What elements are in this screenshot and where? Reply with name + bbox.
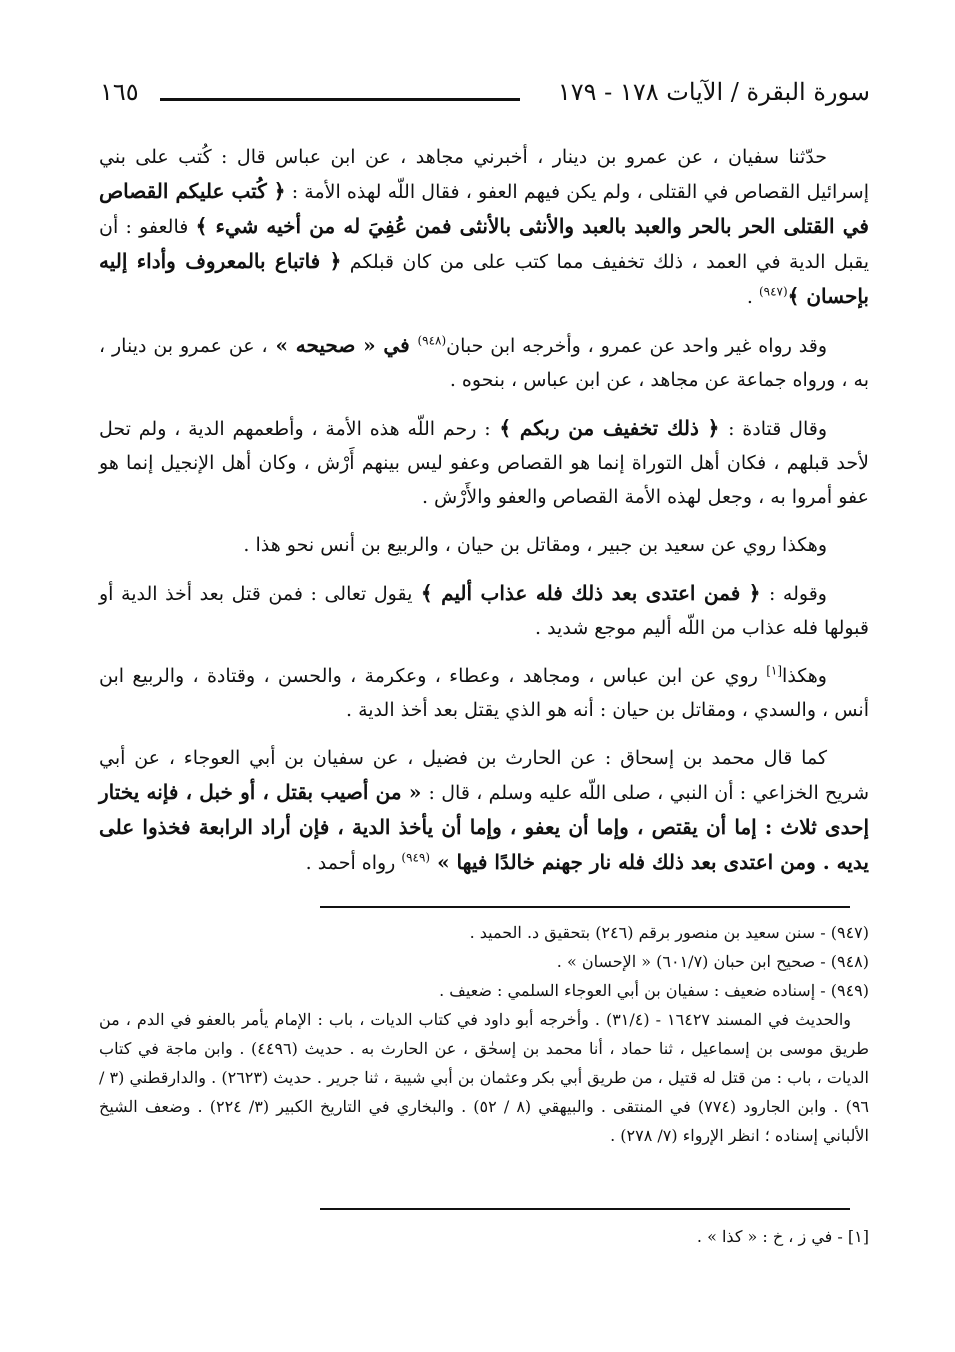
- paragraph-2: [99, 328, 869, 397]
- footnote-949: (٩٤٩) - إسناده ضعيف : سفيان بن أبي العوجاء السلمي : ضعيف .: [439, 981, 869, 1000]
- footnote-separator: [320, 906, 850, 908]
- text: ، عن عمرو بن دينار ، به ، ورواه جماعة عن مجاهد ، عن ابن عباس ، بنحوه .: [99, 335, 869, 391]
- quran-quote: ﴿ فمن اعتدى بعد ذلك فله عذاب أليم ﴾: [412, 581, 769, 605]
- footnote-ref: (٩٤٩): [401, 850, 431, 865]
- footnotes: [99, 918, 869, 1150]
- text: كما قال محمد بن إسحاق : عن الحارث بن فضيل ، عن سفيان بن أبي العوجاء ، عن أبي شريح الخزاعي : أن النبي ، صلى اللّه عليه وسلم ، قال :: [99, 747, 869, 804]
- text: وقال قتادة :: [728, 418, 828, 440]
- running-header: [100, 78, 870, 118]
- footnote-ref: (٩٤٧): [758, 284, 788, 299]
- quran-quote: ﴿ فاتباع بالمعروف وأداء إليه بإحسان ﴾: [99, 249, 869, 308]
- paragraph-4: [99, 528, 869, 562]
- footnote-ref: (٩٤٨): [417, 333, 447, 348]
- footnote-948: (٩٤٨) - صحيح ابن حبان (٦٠١/٧) « الإحسان » .: [556, 952, 869, 971]
- paragraph-3: [99, 411, 869, 514]
- main-text: [99, 140, 869, 894]
- paragraph-6: [99, 659, 869, 727]
- paragraph-1: [99, 140, 869, 314]
- margin-note-separator: [320, 1208, 850, 1210]
- margin-note-1: [١] - في ز ، خ : « كذا » .: [696, 1227, 869, 1246]
- footnote-947: (٩٤٧) - سنن سعيد بن منصور برقم (٢٤٦) بتحقيق د. الحميد .: [469, 923, 869, 942]
- quran-quote: ﴿ كُتب عليكم القصاص في القتلى الحر بالحر والعبد بالعبد والأنثى بالأنثى فمن عُفِيَ له من أخيه شيء ﴾: [99, 179, 869, 238]
- footnote-949-continued: والحديث في المسند ١٦٤٢٧ - (٣١/٤) . وأخرجه أبو داود في كتاب الديات ، باب : الإمام يأمر بالعفو في الدم ، من طريق موسى بن إسماعيل ، ثنا حماد ، أنا محمد بن إسحٰق ، عن الحارث به . حديث (٤٤٩٦) . وابن ماجة في كتاب الديات ، باب : من قتل له قتيل ، من طريق أبي بكر وعثمان بن أبي شيبة ، ثنا جرير . حديث (٢٦٢٣) . والدارقطني (٣ / ٩٦) . وابن الجارود (٧٧٤) في المنتقى . والبيهقي (٨ / ٥٢) . والبخاري في التاريخ الكبير (٣/ ٢٢٤) . وضعف الشيخ الألباني إسناده ؛ انظر الإرواء (٧/ ٢٧٨) .: [99, 1010, 870, 1145]
- book-title: في « صحيحه »: [267, 333, 418, 357]
- text: وقوله :: [768, 583, 827, 605]
- text: رواه أحمد .: [305, 852, 402, 874]
- text: فالعفو : أن يقبل الدية في العمد ، ذلك تخفيف مما كتب على من كان قبلكم: [99, 216, 870, 273]
- quran-quote: ﴿ ذلك تخفيف من ربكم ﴾: [490, 416, 729, 440]
- page-number: ١٦٥: [100, 78, 139, 106]
- text: وهكذا: [782, 665, 827, 687]
- header-rule: [160, 98, 520, 101]
- text: حدّثنا سفيان ، عن عمرو بن دينار ، أخبرني مجاهد ، عن ابن عباس قال : كُتب على بني إسرائيل القصاص في القتلى ، ولم يكن فيهم العفو ، فقال اللّه لهذه الأمة :: [99, 146, 869, 203]
- text: يقول تعالى : فمن قتل بعد أخذ الدية أو قبولها فله عذاب من اللّه أليم موجع شديد .: [99, 583, 869, 639]
- hadith-quote: « من أصيب بقتل ، أو خبل ، فإنه يختار إحدى ثلاث : إما أن يقتص ، وإما أن يعفو ، وإما أن يأخذ الدية ، فإن أراد الرابعة فخذوا على يديه . ومن اعتدى بعد ذلك فله نار جهنم خالدًا فيها »: [99, 780, 869, 874]
- margin-note-ref: [١]: [766, 663, 783, 678]
- text: وقد رواه غير واحد عن عمرو ، وأخرجه ابن حبان: [446, 335, 827, 357]
- paragraph-7: [99, 741, 869, 880]
- surah-title: سورة البقرة / الآيات ١٧٨ - ١٧٩: [557, 78, 870, 106]
- text: وهكذا روي عن سعيد بن جبير ، ومقاتل بن حيان ، والربيع بن أنس نحو هذا .: [243, 534, 827, 556]
- margin-notes: [99, 1222, 869, 1251]
- text: روي عن ابن عباس ، ومجاهد ، وعطاء ، وعكرمة ، والحسن ، وقتادة ، والربيع ابن أنس ، والسدي ، ومقاتل بن حيان : أنه هو الذي يقتل بعد أخذ الدية .: [99, 665, 869, 721]
- paragraph-5: [99, 576, 869, 645]
- text: : رحم اللّه هذه الأمة ، وأطعمهم الدية ، ولم تحل لأحد قبلهم ، فكان أهل التوراة إنما هو القصاص وعفو ليس بينهم أَرْش ، وكان أهل الإنجيل إنما هو عفو أمروا به ، وجعل لهذه الأمة القصاص والعفو والأَرْش .: [99, 418, 869, 508]
- text: .: [746, 286, 759, 308]
